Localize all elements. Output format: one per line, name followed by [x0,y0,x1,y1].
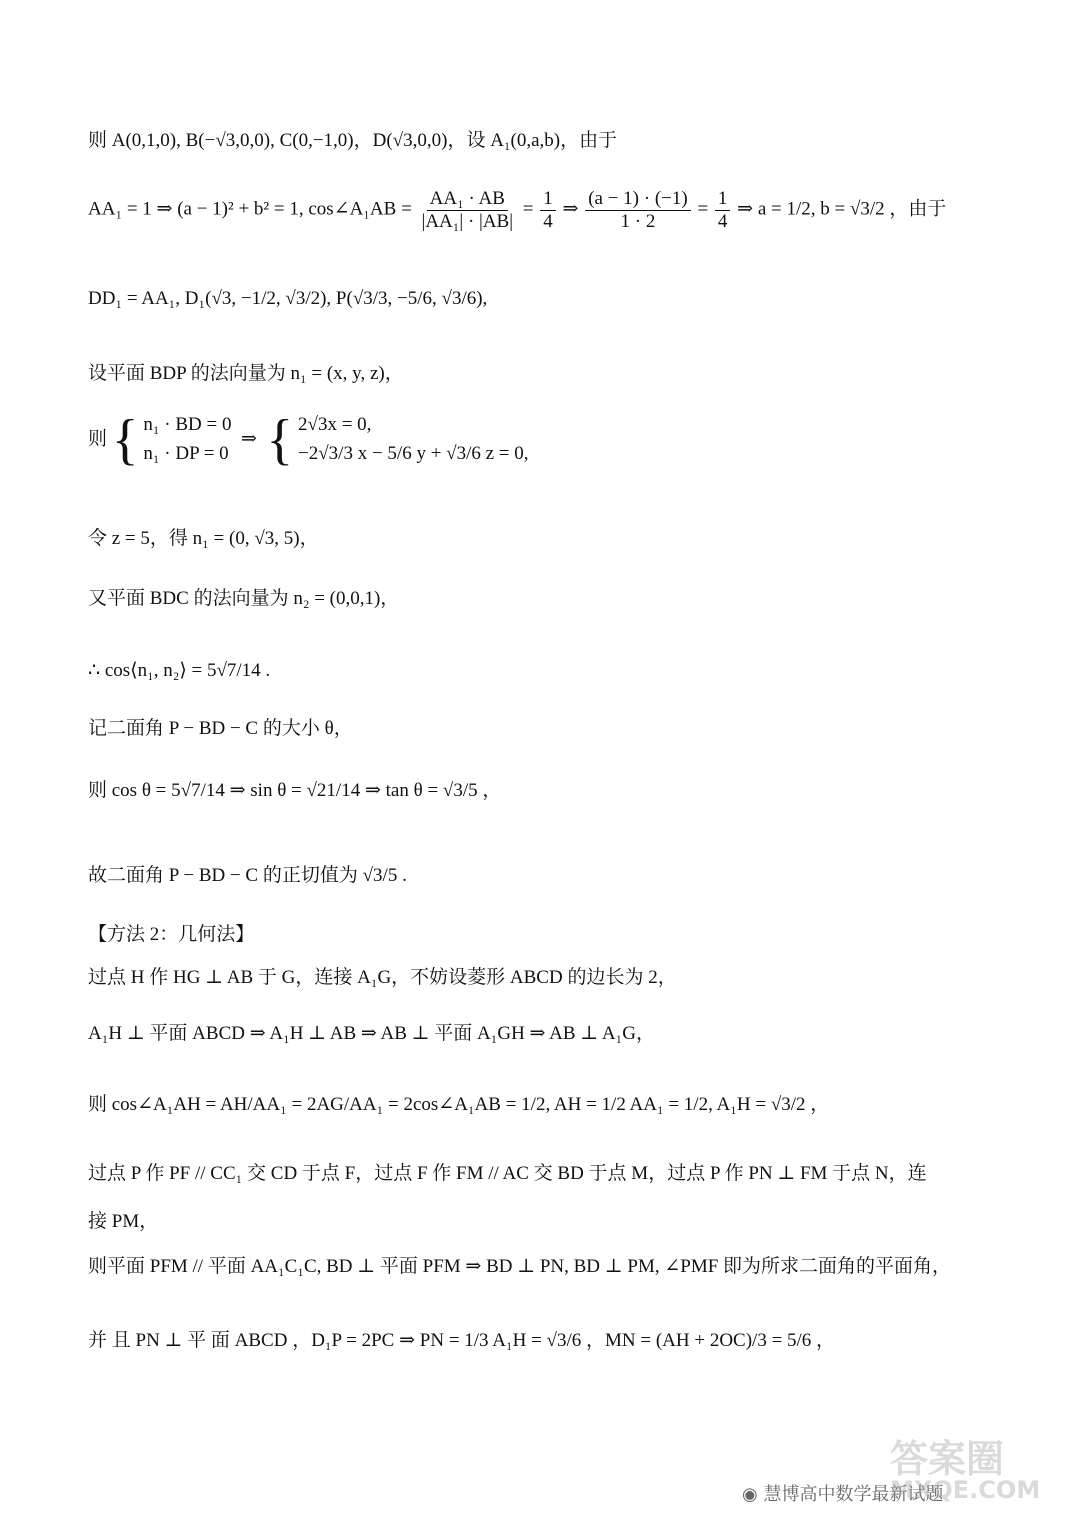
right-brace: { [266,409,294,471]
tangent-conclusion-text: 故二面角 P − BD − C 的正切值为 √3/5 . [88,865,407,886]
implies-sign: ⇒ [562,198,579,220]
construction-line [88,967,1000,990]
quarter-denominator: 4 [543,210,553,232]
normal-vector-bdp-line [88,363,1000,386]
quarter2-numerator: 1 [715,188,731,211]
construction-text: 过点 H 作 HG ⊥ AB 于 G，连接 A₁G，不妨设菱形 ABCD 的边长为 2， [88,967,677,988]
system-right-row2: −2√3/3 x − 5/6 y + √3/6 z = 0, [298,443,529,464]
let-z-text: 令 z = 5，得 n₁ = (0, √3, 5)， [88,528,319,549]
d1-p-coordinates-line [88,288,1000,311]
cos-n1-n2-text: ∴ cos⟨n₁, n₂⟩ = 5√7/14 . [88,660,271,681]
dihedral-angle-line [88,718,1000,741]
normal-vector-bdc-text: 又平面 BDC 的法向量为 n₂ = (0,0,1)， [88,588,400,609]
quarter-fraction [540,188,556,233]
left-brace: { [111,409,139,471]
cos-fraction-numerator: AA₁ · AB [427,188,508,211]
wechat-icon: ◉ [742,1484,758,1505]
pn-mn-text: 并 且 PN ⊥ 平 面 ABCD ，D₁P = 2PC ⇒ PN = 1/3 A₁H = √3/6 ，MN = (AH + 2OC)/3 = 5/6 ， [88,1330,836,1351]
quarter-fraction-2 [715,188,731,233]
cos-fraction [419,188,517,233]
watermark-logo [890,1437,1060,1520]
watermark-logo-top: 答案圈 [890,1437,1005,1481]
calc-denominator: 1 · 2 [620,210,656,232]
watermark-logo-bottom: MXQE.COM [890,1476,1041,1504]
equation-system [88,409,1000,471]
parallel-construction-line [88,1163,1000,1186]
system-left-row2: n₁ · DP = 0 [143,443,229,464]
coordinates-text: 则 A(0,1,0), B(−√3,0,0), C(0,−1,0)，D(√3,0,0)，设 A₁(0,a,b)，由于 [88,130,618,151]
system-left [143,414,231,466]
d1-p-coordinates-text: DD₁ = AA₁, D₁(√3, −1/2, √3/2), P(√3/3, −5/6, √3/6), [88,288,488,309]
equals-sign: = [522,198,534,220]
dihedral-angle-text: 记二面角 P − BD − C 的大小 θ， [88,718,353,739]
system-right [298,414,529,466]
perpendicular-chain-line [88,1023,1000,1046]
cos-a1ah-line [88,1094,1000,1117]
parallel-construction-text: 过点 P 作 PF // CC₁ 交 CD 于点 F，过点 F 作 FM // AC 交 BD 于点 M，过点 P 作 PN ⊥ FM 于点 N，连 [88,1163,927,1184]
trig-values-line [88,780,1000,803]
quarter2-denominator: 4 [717,210,728,232]
calc-numerator: (a − 1) · (−1) [585,188,691,211]
method-2-heading-text: 【方法 2：几何法】 [88,924,255,945]
cos-a1ah-text: 则 cos∠A₁AH = AH/AA₁ = 2AG/AA₁ = 2cos∠A₁AB = 1/2, AH = 1/2 AA₁ = 1/2, A₁H = √3/2 ， [88,1094,830,1115]
let-z-line [88,528,1000,551]
aa1-equation-text: AA₁ = 1 ⇒ (a − 1)² + b² = 1, cos∠A₁AB = [88,198,412,220]
connect-pm-line [88,1211,1000,1234]
system-left-row1: n₁ · BD = 0 [143,414,232,436]
ab-solution-text: ⇒ a = 1/2, b = √3/2 ，由于 [737,198,947,220]
connect-pm-text: 接 PM， [88,1211,159,1232]
trig-values-text: 则 cos θ = 5√7/14 ⇒ sin θ = √21/14 ⇒ tan θ = √3/5 ， [88,780,502,801]
calc-fraction [585,188,691,233]
normal-vector-bdp-text: 设平面 BDP 的法向量为 n₁ = (x, y, z)， [88,363,404,384]
normal-vector-bdc-line [88,588,1000,611]
coordinates-line [88,130,1000,153]
cos-fraction-denominator: |AA₁| · |AB| [421,210,514,232]
system-prefix: 则 [88,428,108,450]
aa1-equation-line [88,188,1000,233]
quarter-numerator: 1 [540,188,556,211]
perpendicular-chain-text: A₁H ⊥ 平面 ABCD ⇒ A₁H ⊥ AB ⇒ AB ⊥ 平面 A₁GH ⇒ AB ⊥ A₁G， [88,1023,655,1044]
system-implies: ⇒ [236,428,262,450]
plane-parallel-line [88,1256,1000,1279]
system-right-row1: 2√3x = 0, [298,414,372,436]
pn-mn-line [88,1330,1000,1353]
tangent-conclusion-line [88,865,1000,888]
equals-sign-2: = [697,198,709,220]
watermark-label: 慧博高中数学最新试题 [763,1484,944,1505]
cos-n1-n2-line [88,660,1000,683]
plane-parallel-text: 则平面 PFM // 平面 AA₁C₁C, BD ⊥ 平面 PFM ⇒ BD ⊥ PN, BD ⊥ PM, ∠PMF 即为所求二面角的平面角， [88,1256,952,1277]
method-2-heading [88,924,1000,947]
